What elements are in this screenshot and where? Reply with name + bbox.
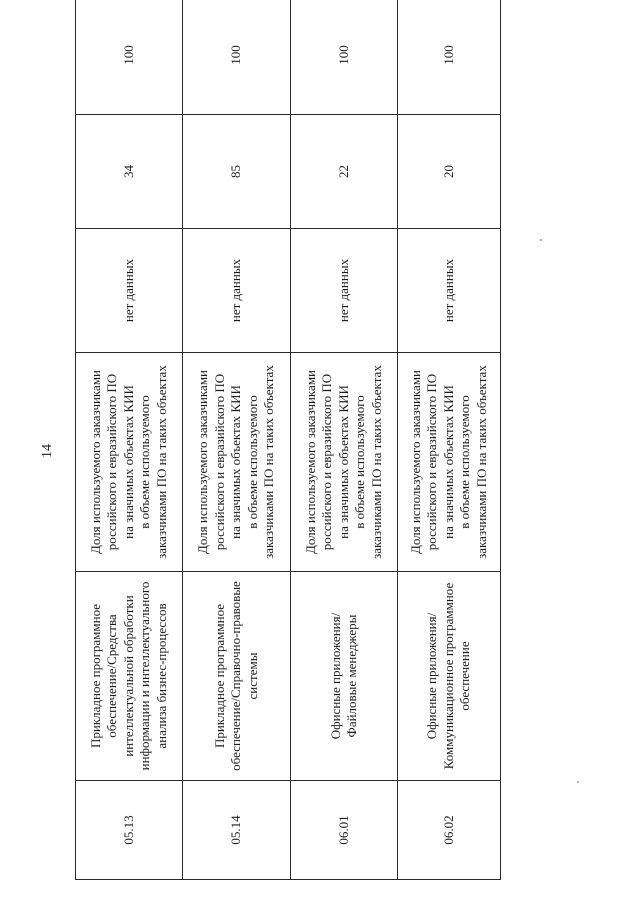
- indicator-description: [398, 353, 501, 572]
- target-value: 100: [398, 0, 501, 115]
- table-body: [76, 0, 501, 880]
- data-table: [75, 0, 501, 880]
- indicator-line: российского и евразийского ПО: [104, 373, 120, 551]
- baseline-value: нет данных: [291, 229, 398, 353]
- name-line: системы: [244, 652, 260, 700]
- indicator-line: российского и евразийского ПО: [211, 373, 227, 551]
- indicator-line: российского и евразийского ПО: [424, 373, 440, 551]
- indicator-description: [76, 353, 183, 572]
- name-line: Прикладное программное: [211, 603, 227, 749]
- name-line: обеспечение/Средства: [104, 614, 120, 738]
- indicator-description: [183, 353, 291, 572]
- current-value: 34: [76, 115, 183, 229]
- indicator-line: на значимых объектах КИИ: [440, 385, 456, 539]
- scan-speck: [540, 239, 542, 241]
- current-value: 85: [183, 115, 291, 229]
- row-name: [291, 572, 398, 781]
- page-number: 14: [40, 444, 55, 458]
- indicator-line: Доля используемого заказчиками: [407, 369, 423, 555]
- name-line: анализа бизнес-процессов: [153, 603, 169, 749]
- indicator-line: заказчиками ПО на таких объектах: [153, 365, 169, 559]
- baseline-value: нет данных: [76, 229, 183, 353]
- indicator-line: российского и евразийского ПО: [319, 373, 335, 551]
- indicator-line: заказчиками ПО на таких объектах: [473, 365, 489, 559]
- row-code: 06.01: [291, 781, 398, 880]
- name-line: обеспечение: [457, 641, 473, 711]
- indicator-line: на значимых объектах КИИ: [120, 385, 136, 539]
- name-line: Файловые менеджеры: [344, 614, 359, 738]
- target-value: 100: [183, 0, 291, 115]
- name-line: интеллектуальной обработки: [120, 595, 136, 757]
- indicator-line: в объеме используемого: [352, 395, 368, 529]
- indicator-line: на значимых объектах КИИ: [335, 385, 351, 539]
- row-name: [76, 572, 183, 781]
- baseline-value: нет данных: [398, 229, 501, 353]
- row-name: [398, 572, 501, 781]
- indicator-line: заказчиками ПО на таких объектах: [368, 365, 384, 559]
- indicator-line: на значимых объектах КИИ: [228, 385, 244, 539]
- table-row: [291, 0, 398, 880]
- indicator-description: [291, 353, 398, 572]
- scan-speck: [577, 781, 579, 783]
- table-row: [183, 0, 291, 880]
- indicator-line: Доля используемого заказчиками: [302, 369, 318, 555]
- name-line: Прикладное программное: [87, 603, 103, 749]
- table-row: [76, 0, 183, 880]
- indicator-line: Доля используемого заказчиками: [87, 369, 103, 555]
- table-row: [398, 0, 501, 880]
- indicator-line: в объеме используемого: [137, 395, 153, 529]
- name-line: Офисные приложения/: [327, 612, 343, 740]
- name-line: Коммуникационное программное: [440, 582, 456, 770]
- row-code: 05.13: [76, 781, 183, 880]
- row-code: 05.14: [183, 781, 291, 880]
- name-line: Офисные приложения/: [424, 612, 440, 740]
- indicator-line: в объеме используемого: [457, 395, 473, 529]
- baseline-value: нет данных: [183, 229, 291, 353]
- indicator-line: Доля используемого заказчиками: [195, 369, 211, 555]
- row-code: 06.02: [398, 781, 501, 880]
- row-name: [183, 572, 291, 781]
- current-value: 20: [398, 115, 501, 229]
- indicator-line: в объеме используемого: [244, 395, 260, 529]
- indicator-line: заказчиками ПО на таких объектах: [261, 365, 277, 559]
- target-value: 100: [76, 0, 183, 115]
- name-line: обеспечение/Справочно-правовые: [228, 581, 244, 771]
- name-line: информации и интеллектуального: [137, 581, 153, 771]
- target-value: 100: [291, 0, 398, 115]
- current-value: 22: [291, 115, 398, 229]
